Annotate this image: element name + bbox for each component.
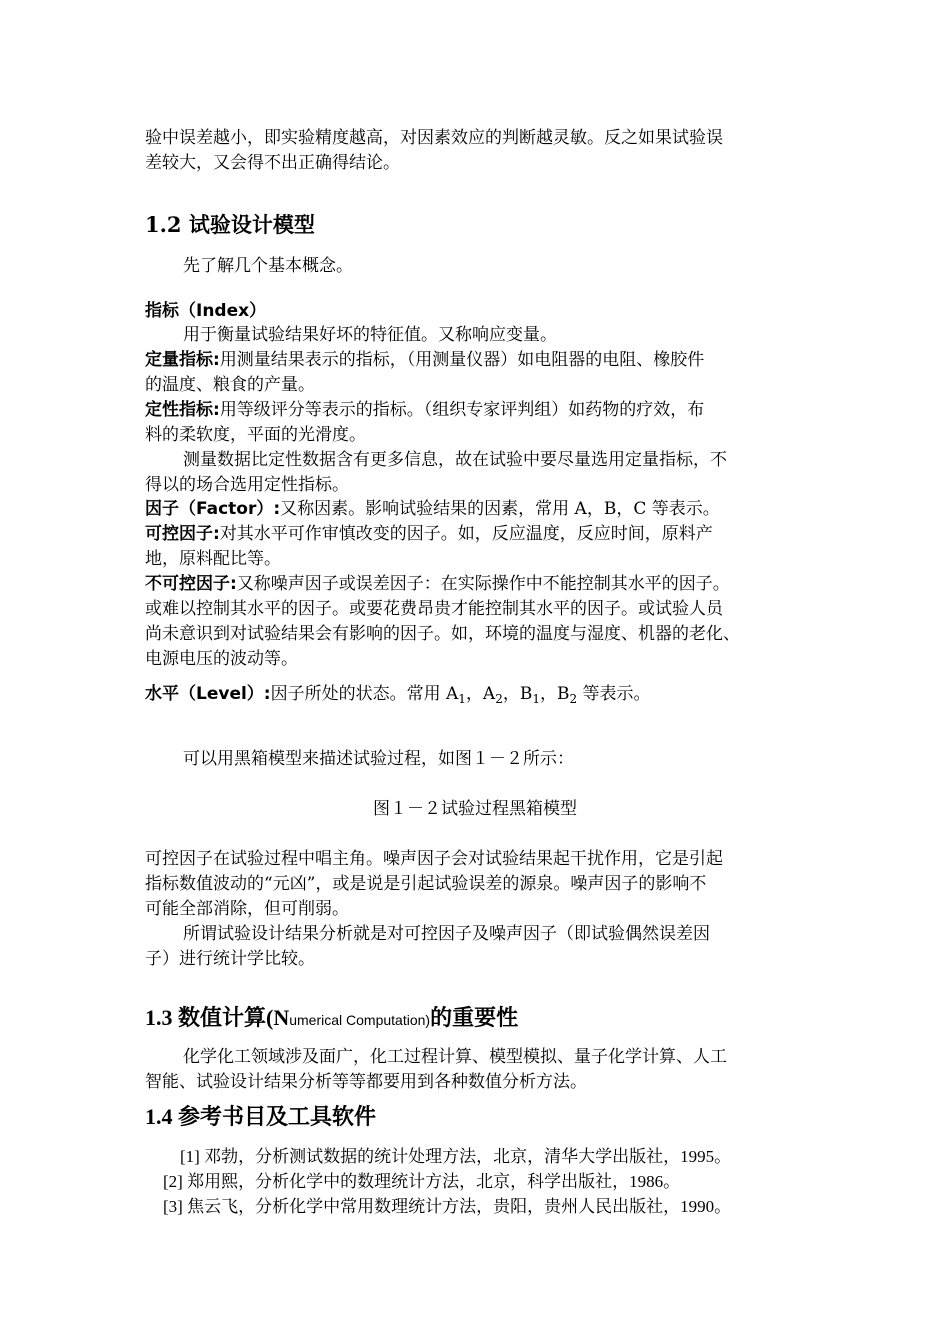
- section-1-4-number: 1.4: [145, 1104, 178, 1129]
- section-1-4-heading: [145, 1105, 376, 1130]
- section-1-3-line-2: 智能、试验设计结果分析等等都要用到各种数值分析方法。: [145, 1072, 587, 1092]
- level-term: 水平（Level）:: [145, 684, 271, 704]
- uncontrollable-line-4: 电源电压的波动等。: [145, 649, 298, 669]
- quant-line-1: [145, 348, 704, 372]
- factor-line: [145, 497, 720, 521]
- qual-line-1: [145, 398, 704, 422]
- factor-text: 又称因素。影响试验结果的因素，常用 A，B，C 等表示。: [280, 499, 720, 519]
- subscript-1: 1: [458, 692, 466, 706]
- level-tail: 等表示。: [577, 684, 651, 704]
- section-1-3-heading: [145, 1006, 518, 1032]
- note-line-1: 测量数据比定性数据含有更多信息，故在试验中要尽量选用定量指标，不: [183, 450, 727, 470]
- uncontrollable-line-3: 尚未意识到对试验结果会有影响的因子。如，环境的温度与湿度、机器的老化、: [145, 624, 740, 644]
- noise-line-1: 可控因子在试验过程中唱主角。噪声因子会对试验结果起干扰作用，它是引起: [145, 849, 723, 869]
- intro-line-1: 验中误差越小，即实验精度越高，对因素效应的判断越灵敏。反之如果试验误: [145, 128, 723, 148]
- note-line-2: 得以的场合选用定性指标。: [145, 475, 349, 495]
- section-1-3-title-a: 数值计算: [178, 1006, 267, 1031]
- uncontrollable-line-1: [145, 572, 730, 596]
- reference-1: [1] 邓勃，分析测试数据的统计处理方法，北京，清华大学出版社，1995。: [180, 1147, 732, 1166]
- index-desc: 用于衡量试验结果好坏的特征值。又称响应变量。: [183, 325, 557, 345]
- index-term: 指标（Index）: [145, 301, 267, 321]
- intro-line-2: 差较大，又会得不出正确得结论。: [145, 153, 400, 173]
- section-1-2-lead: 先了解几个基本概念。: [183, 256, 353, 276]
- reference-3: [3] 焦云飞，分析化学中常用数理统计方法，贵阳，贵州人民出版社，1990。: [163, 1197, 732, 1216]
- quant-text-1: 用测量结果表示的指标，（用测量仪器）如电阻器的电阻、橡胶件: [219, 350, 705, 370]
- noise-line-3: 可能全部消除，但可削弱。: [145, 899, 349, 919]
- uncontrollable-line-2: 或难以控制其水平的因子。或要花费昂贵才能控制其水平的因子。或试验人员: [145, 599, 723, 619]
- subscript-3: 1: [532, 692, 540, 706]
- qual-term: 定性指标:: [145, 400, 220, 420]
- factor-term: 因子（Factor）:: [145, 499, 281, 519]
- controllable-line-2: 地，原料配比等。: [145, 549, 281, 569]
- subscript-4: 2: [569, 692, 578, 706]
- quant-term: 定量指标:: [145, 350, 220, 370]
- qual-line-2: 料的柔软度，平面的光滑度。: [145, 425, 366, 445]
- section-1-3-title-b: 的重要性: [430, 1006, 519, 1031]
- subscript-2: 2: [495, 692, 503, 706]
- level-line: [145, 682, 651, 706]
- controllable-line-1: [145, 522, 713, 546]
- section-1-3-line-1: 化学化工领域涉及面广，化工过程计算、模型模拟、量子化学计算、人工: [183, 1047, 727, 1067]
- noise-line-4: 所谓试验设计结果分析就是对可控因子及噪声因子（即试验偶然误差因: [183, 924, 710, 944]
- section-1-4-title: 参考书目及工具软件: [178, 1105, 377, 1130]
- noise-line-5: 子）进行统计学比较。: [145, 949, 315, 969]
- controllable-term: 可控因子:: [145, 524, 220, 544]
- qual-text-1: 用等级评分等表示的指标。（组织专家评判组）如药物的疗效，布: [219, 400, 705, 420]
- figure-caption: 图１－２试验过程黑箱模型: [373, 799, 577, 819]
- section-1-3-paren-close: ): [425, 1012, 431, 1028]
- section-1-3-paren-open: (N: [266, 1005, 290, 1030]
- level-sep-2: ，B: [502, 684, 533, 704]
- reference-2: [2] 郑用熙，分析化学中的数理统计方法，北京，科学出版社，1986。: [163, 1172, 681, 1191]
- uncontrollable-text-1: 又称噪声因子或误差因子：在实际操作中不能控制其水平的因子。: [236, 574, 730, 594]
- quant-line-2: 的温度、粮食的产量。: [145, 375, 315, 395]
- noise-line-2: 指标数值波动的“元凶”，或是说是引起试验误差的源泉。噪声因子的影响不: [145, 874, 707, 894]
- level-text: 因子所处的状态。常用 A: [270, 684, 459, 704]
- blackbox-lead: 可以用黑箱模型来描述试验过程，如图１－２所示：: [183, 749, 574, 769]
- level-sep-1: ，A: [465, 684, 496, 704]
- section-1-2-heading: 1.2 试验设计模型: [145, 212, 315, 237]
- uncontrollable-term: 不可控因子:: [145, 574, 237, 594]
- controllable-text-1: 对其水平可作审慎改变的因子。如，反应温度，反应时间，原料产: [219, 524, 713, 544]
- section-1-3-number: 1.3: [145, 1005, 178, 1030]
- level-sep-3: ，B: [540, 684, 570, 704]
- section-1-3-english: umerical Computation: [289, 1012, 426, 1028]
